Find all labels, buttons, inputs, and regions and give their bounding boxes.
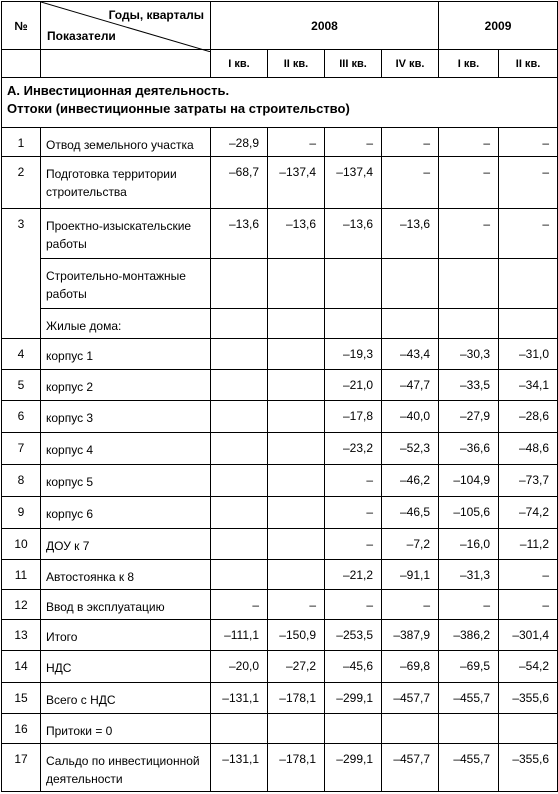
row-label: Проектно-изыскательские работы: [41, 209, 211, 259]
value-cell: [325, 259, 382, 309]
value-cell: –299,1: [325, 683, 382, 714]
value-cell: –13,6: [325, 209, 382, 259]
value-cell: –48,6: [499, 433, 558, 465]
row-number: 6: [2, 401, 41, 433]
quarter-header: I кв.: [211, 50, 268, 78]
table-row: [2, 651, 558, 683]
value-cell: –13,6: [211, 209, 268, 259]
value-cell: [268, 433, 325, 465]
value-cell: –21,2: [325, 560, 382, 590]
row-number: 2: [2, 157, 41, 209]
row-label: Отвод земельного участка: [41, 128, 211, 157]
table-row: [2, 620, 558, 651]
row-number: 10: [2, 529, 41, 560]
value-cell: –: [325, 497, 382, 529]
value-cell: –36,6: [439, 433, 499, 465]
table-row: [2, 401, 558, 433]
row-number: 17: [2, 744, 41, 792]
value-cell: [268, 401, 325, 433]
value-cell: –355,6: [499, 744, 558, 792]
value-cell: –27,2: [268, 651, 325, 683]
row-number: 14: [2, 651, 41, 683]
value-cell: –137,4: [268, 157, 325, 209]
value-cell: [499, 259, 558, 309]
row-label: Итого: [41, 620, 211, 651]
value-cell: –: [439, 157, 499, 209]
row-number: 12: [2, 590, 41, 620]
value-cell: [268, 370, 325, 401]
row-label: Строительно-монтажные работы: [41, 259, 211, 309]
row-label: Подготовка территории строительства: [41, 157, 211, 209]
table-row: [2, 560, 558, 590]
row-label: Жилые дома:: [41, 309, 211, 339]
value-cell: –21,0: [325, 370, 382, 401]
value-cell: –69,8: [382, 651, 439, 683]
value-cell: [439, 309, 499, 339]
row-number: 15: [2, 683, 41, 714]
value-cell: –386,2: [439, 620, 499, 651]
value-cell: [211, 714, 268, 744]
value-cell: –: [439, 590, 499, 620]
value-cell: [211, 339, 268, 370]
row-label: корпус 5: [41, 465, 211, 497]
section-heading: [2, 78, 558, 128]
row-number: 11: [2, 560, 41, 590]
value-cell: –355,6: [499, 683, 558, 714]
row-label: Автостоянка к 8: [41, 560, 211, 590]
row-label: корпус 3: [41, 401, 211, 433]
value-cell: –137,4: [325, 157, 382, 209]
value-cell: –: [382, 157, 439, 209]
value-cell: [382, 259, 439, 309]
value-cell: –46,2: [382, 465, 439, 497]
value-cell: [211, 497, 268, 529]
table-row: [2, 714, 558, 744]
quarter-header: III кв.: [325, 50, 382, 78]
value-cell: –: [211, 590, 268, 620]
row-label: ДОУ к 7: [41, 529, 211, 560]
value-cell: –69,5: [439, 651, 499, 683]
years-quarters-label: Годы, кварталы: [108, 8, 204, 22]
row-number: 5: [2, 370, 41, 401]
table-row: [2, 309, 558, 339]
value-cell: [268, 259, 325, 309]
row-label: корпус 1: [41, 339, 211, 370]
value-cell: –105,6: [439, 497, 499, 529]
row-number: 3: [2, 209, 41, 339]
empty-header-cell: [41, 50, 211, 78]
value-cell: –: [439, 128, 499, 157]
year-2009-header: 2009: [439, 2, 558, 50]
value-cell: –52,3: [382, 433, 439, 465]
value-cell: –150,9: [268, 620, 325, 651]
value-cell: –19,3: [325, 339, 382, 370]
table-row: [2, 209, 558, 259]
value-cell: [211, 465, 268, 497]
value-cell: –: [499, 157, 558, 209]
indicators-label: Показатели: [47, 29, 116, 43]
value-cell: –131,1: [211, 683, 268, 714]
value-cell: –27,9: [439, 401, 499, 433]
value-cell: –: [268, 128, 325, 157]
value-cell: –387,9: [382, 620, 439, 651]
table-row: [2, 529, 558, 560]
table-row: [2, 128, 558, 157]
diagonal-header-cell: [41, 2, 211, 50]
row-number: 4: [2, 339, 41, 370]
value-cell: –31,0: [499, 339, 558, 370]
value-cell: –: [325, 590, 382, 620]
value-cell: –23,2: [325, 433, 382, 465]
value-cell: [268, 560, 325, 590]
row-label: корпус 2: [41, 370, 211, 401]
header-row-years: [2, 2, 558, 50]
value-cell: –28,6: [499, 401, 558, 433]
value-cell: –178,1: [268, 683, 325, 714]
row-label: Всего с НДС: [41, 683, 211, 714]
row-number: 9: [2, 497, 41, 529]
value-cell: [211, 370, 268, 401]
value-cell: –455,7: [439, 683, 499, 714]
row-label: Ввод в эксплуатацию: [41, 590, 211, 620]
value-cell: [211, 529, 268, 560]
value-cell: –54,2: [499, 651, 558, 683]
quarter-header: II кв.: [499, 50, 558, 78]
value-cell: –: [325, 128, 382, 157]
value-cell: –104,9: [439, 465, 499, 497]
value-cell: –455,7: [439, 744, 499, 792]
row-number: 1: [2, 128, 41, 157]
value-cell: –: [439, 209, 499, 259]
table-row: [2, 157, 558, 209]
value-cell: –40,0: [382, 401, 439, 433]
value-cell: –47,7: [382, 370, 439, 401]
value-cell: –16,0: [439, 529, 499, 560]
table-row: [2, 433, 558, 465]
row-number: 8: [2, 465, 41, 497]
value-cell: –7,2: [382, 529, 439, 560]
value-cell: [268, 529, 325, 560]
value-cell: –34,1: [499, 370, 558, 401]
value-cell: –299,1: [325, 744, 382, 792]
row-label: НДС: [41, 651, 211, 683]
value-cell: –111,1: [211, 620, 268, 651]
table-row: [2, 339, 558, 370]
value-cell: –: [499, 590, 558, 620]
section-row: [2, 78, 558, 128]
value-cell: –: [499, 209, 558, 259]
value-cell: –: [325, 465, 382, 497]
empty-header-cell: [2, 50, 41, 78]
value-cell: [211, 560, 268, 590]
section-subtitle: Оттоки (инвестиционные затраты на строительство): [7, 101, 350, 116]
value-cell: –46,5: [382, 497, 439, 529]
value-cell: [211, 259, 268, 309]
value-cell: [268, 309, 325, 339]
value-cell: –: [499, 560, 558, 590]
row-label: корпус 6: [41, 497, 211, 529]
value-cell: –: [325, 529, 382, 560]
value-cell: [325, 309, 382, 339]
section-title: А. Инвестиционная деятельность.: [7, 83, 230, 98]
value-cell: [382, 309, 439, 339]
value-cell: –301,4: [499, 620, 558, 651]
row-number: 16: [2, 714, 41, 744]
value-cell: –457,7: [382, 683, 439, 714]
value-cell: –178,1: [268, 744, 325, 792]
row-number: 13: [2, 620, 41, 651]
value-cell: –: [499, 128, 558, 157]
row-label: Сальдо по инвестиционной деятельности: [41, 744, 211, 792]
header-row-quarters: [2, 50, 558, 78]
value-cell: [499, 309, 558, 339]
value-cell: –73,7: [499, 465, 558, 497]
value-cell: [382, 714, 439, 744]
table-row: [2, 744, 558, 792]
table-body: [2, 128, 558, 792]
value-cell: –457,7: [382, 744, 439, 792]
table-row: [2, 497, 558, 529]
row-label: Притоки = 0: [41, 714, 211, 744]
value-cell: –: [382, 128, 439, 157]
value-cell: [439, 714, 499, 744]
quarter-header: I кв.: [439, 50, 499, 78]
row-number: 7: [2, 433, 41, 465]
value-cell: –11,2: [499, 529, 558, 560]
table-row: [2, 259, 558, 309]
value-cell: –131,1: [211, 744, 268, 792]
value-cell: –: [382, 590, 439, 620]
year-2008-header: 2008: [211, 2, 439, 50]
quarter-header: II кв.: [268, 50, 325, 78]
table-row: [2, 465, 558, 497]
value-cell: –33,5: [439, 370, 499, 401]
value-cell: –28,9: [211, 128, 268, 157]
value-cell: –253,5: [325, 620, 382, 651]
value-cell: [211, 401, 268, 433]
value-cell: [439, 259, 499, 309]
value-cell: [268, 339, 325, 370]
value-cell: –17,8: [325, 401, 382, 433]
table-row: [2, 370, 558, 401]
value-cell: [268, 497, 325, 529]
value-cell: –20,0: [211, 651, 268, 683]
value-cell: –45,6: [325, 651, 382, 683]
value-cell: –13,6: [268, 209, 325, 259]
table-row: [2, 590, 558, 620]
value-cell: [268, 465, 325, 497]
value-cell: –74,2: [499, 497, 558, 529]
value-cell: [211, 309, 268, 339]
num-header: №: [2, 2, 41, 50]
row-label: корпус 4: [41, 433, 211, 465]
value-cell: [499, 714, 558, 744]
value-cell: –68,7: [211, 157, 268, 209]
value-cell: –31,3: [439, 560, 499, 590]
table-row: [2, 683, 558, 714]
value-cell: [211, 433, 268, 465]
investment-table: [1, 1, 558, 792]
value-cell: [325, 714, 382, 744]
value-cell: –43,4: [382, 339, 439, 370]
value-cell: [268, 714, 325, 744]
value-cell: –91,1: [382, 560, 439, 590]
value-cell: –30,3: [439, 339, 499, 370]
value-cell: –: [268, 590, 325, 620]
value-cell: –13,6: [382, 209, 439, 259]
quarter-header: IV кв.: [382, 50, 439, 78]
